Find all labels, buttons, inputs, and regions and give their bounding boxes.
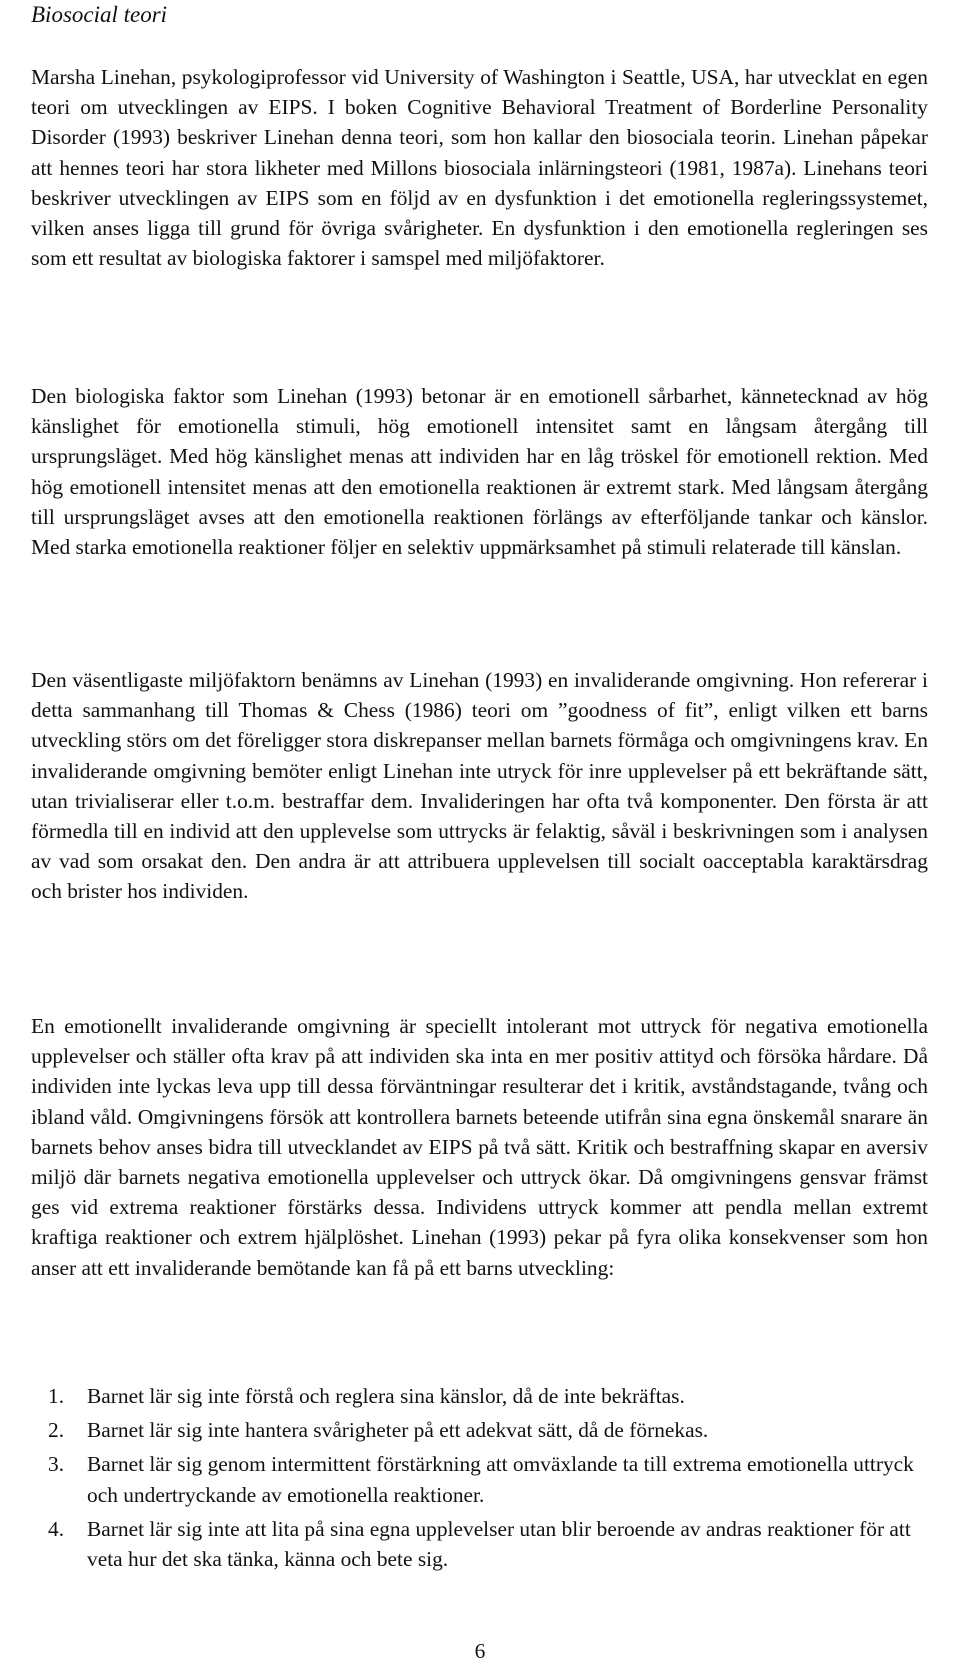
paragraph-4: En emotionellt invaliderande omgivning är speciellt intolerant mot uttryck för negativa emotionella upplevelser och ställer ofta krav på att individen ska inta en mer positiv attityd och försöka hårdare. Då individen inte lyckas leva upp till dessa förväntningar resulterar det i kritik, avståndstagande, tvång och ibland våld. Omgivningens försök att kontrollera barnets beteende utifrån sina egna önskemål snarare än barnets behov anses bidra till utvecklandet av EIPS på två sätt. Kritik och bestraffning skapar en aversiv miljö där barnets negativa emotionella upplevelser och uttryck ökar. Då omgivningens gensvar främst ges vid extrema reaktioner förstärks dessa. Individens uttryck kommer att pendla mellan extremt kraftiga reaktioner och extrem hjälplöshet. Linehan (1993) pekar på fyra olika konsekvenser som hon anser att ett invaliderande bemötande kan få på ett barns utveckling: (31, 1014, 928, 1280)
paragraph-3: Den väsentligaste miljöfaktorn benämns av Linehan (1993) en invaliderande omgivning. Hon refererar i detta sammanhang till Thomas & Chess (1986) teori om ”goodness of fit”, enligt vilken ett barns utveckling störs om det föreligger stora diskrepanser mellan barnets förmåga och omgivningens krav. En invaliderande omgivning bemöter enligt Linehan inte utryck för inre upplevelser på ett bekräftande sätt, utan trivialiserar eller t.o.m. bestraffar dem. Invalideringen har ofta två komponenter. Den första är att förmedla till en individ att den upplevelse som uttrycks är felaktig, såväl i beskrivningen som i analysen av vad som orsakat den. Den andra är att attribuera upplevelsen till socialt oacceptabla karaktärsdrag och brister hos individen. (31, 668, 928, 904)
section-heading: Biosocial teori (31, 2, 168, 27)
list-item-text: Barnet lär sig genom intermittent förstärkning att omväxlande ta till extrema emotionella uttryck och undertryckande av emotionella reaktioner. (87, 1452, 914, 1507)
list-item-text: Barnet lär sig inte förstå och reglera sina känslor, då de inte bekräftas. (87, 1384, 685, 1408)
list-item-text: Barnet lär sig inte hantera svårigheter på ett adekvat sätt, då de förnekas. (87, 1418, 709, 1443)
list-item (31, 1381, 928, 1411)
paragraph-2: Den biologiska faktor som Linehan (1993) betonar är en emotionell sårbarhet, kännetecknad av hög känslighet för emotionella stimuli, hög emotionell intensitet samt en långsam återgång till ursprungsläget. Med hög känslighet menas att individen har en låg tröskel för emotionell rektion. Med hög emotionell intensitet menas att den emotionella reaktionen är extremt stark. Med långsam återgång till ursprungsläget avses att den emotionella reaktionen förlängs av efterföljande tankar och känslor. Med starka emotionella reaktioner följer en selektiv uppmärksamhet på stimuli relaterade till känslan. (31, 384, 928, 560)
paragraph-1: Marsha Linehan, psykologiprofessor vid University of Washington i Seattle, USA, har utvecklat en egen teori om utvecklingen av EIPS. I boken Cognitive Behavioral Treatment of Borderline Personality Disorder (1993) beskriver Linehan denna teori, som hon kallar den biosociala teorin. Linehan påpekar att hennes teori har stora likheter med Millons biosociala inlärningsteori (1981, 1987a). Linehans teori beskriver utvecklingen av EIPS som en följd av en dysfunktion i det emotionella regleringssystemet, vilken anses ligga till grund för övriga svårigheter. En dysfunktion i den emotionella regleringen ses som ett resultat av biologiska faktorer i samspel med miljöfaktorer. (31, 65, 928, 271)
list-item-number: 4. (48, 1516, 65, 1541)
list-item (31, 1449, 928, 1509)
list-item (31, 1415, 928, 1445)
list-item (31, 1514, 928, 1574)
page-number: 6 (474, 1639, 486, 1663)
list-item-number: 1. (48, 1384, 65, 1408)
list-item-number: 2. (48, 1418, 65, 1443)
list-item-text: Barnet lär sig inte att lita på sina egna upplevelser utan blir beroende av andras reaktioner för att veta hur det ska tänka, känna och bete sig. (87, 1516, 911, 1572)
consequences-list (31, 1381, 928, 1578)
list-item-number: 3. (48, 1452, 65, 1477)
